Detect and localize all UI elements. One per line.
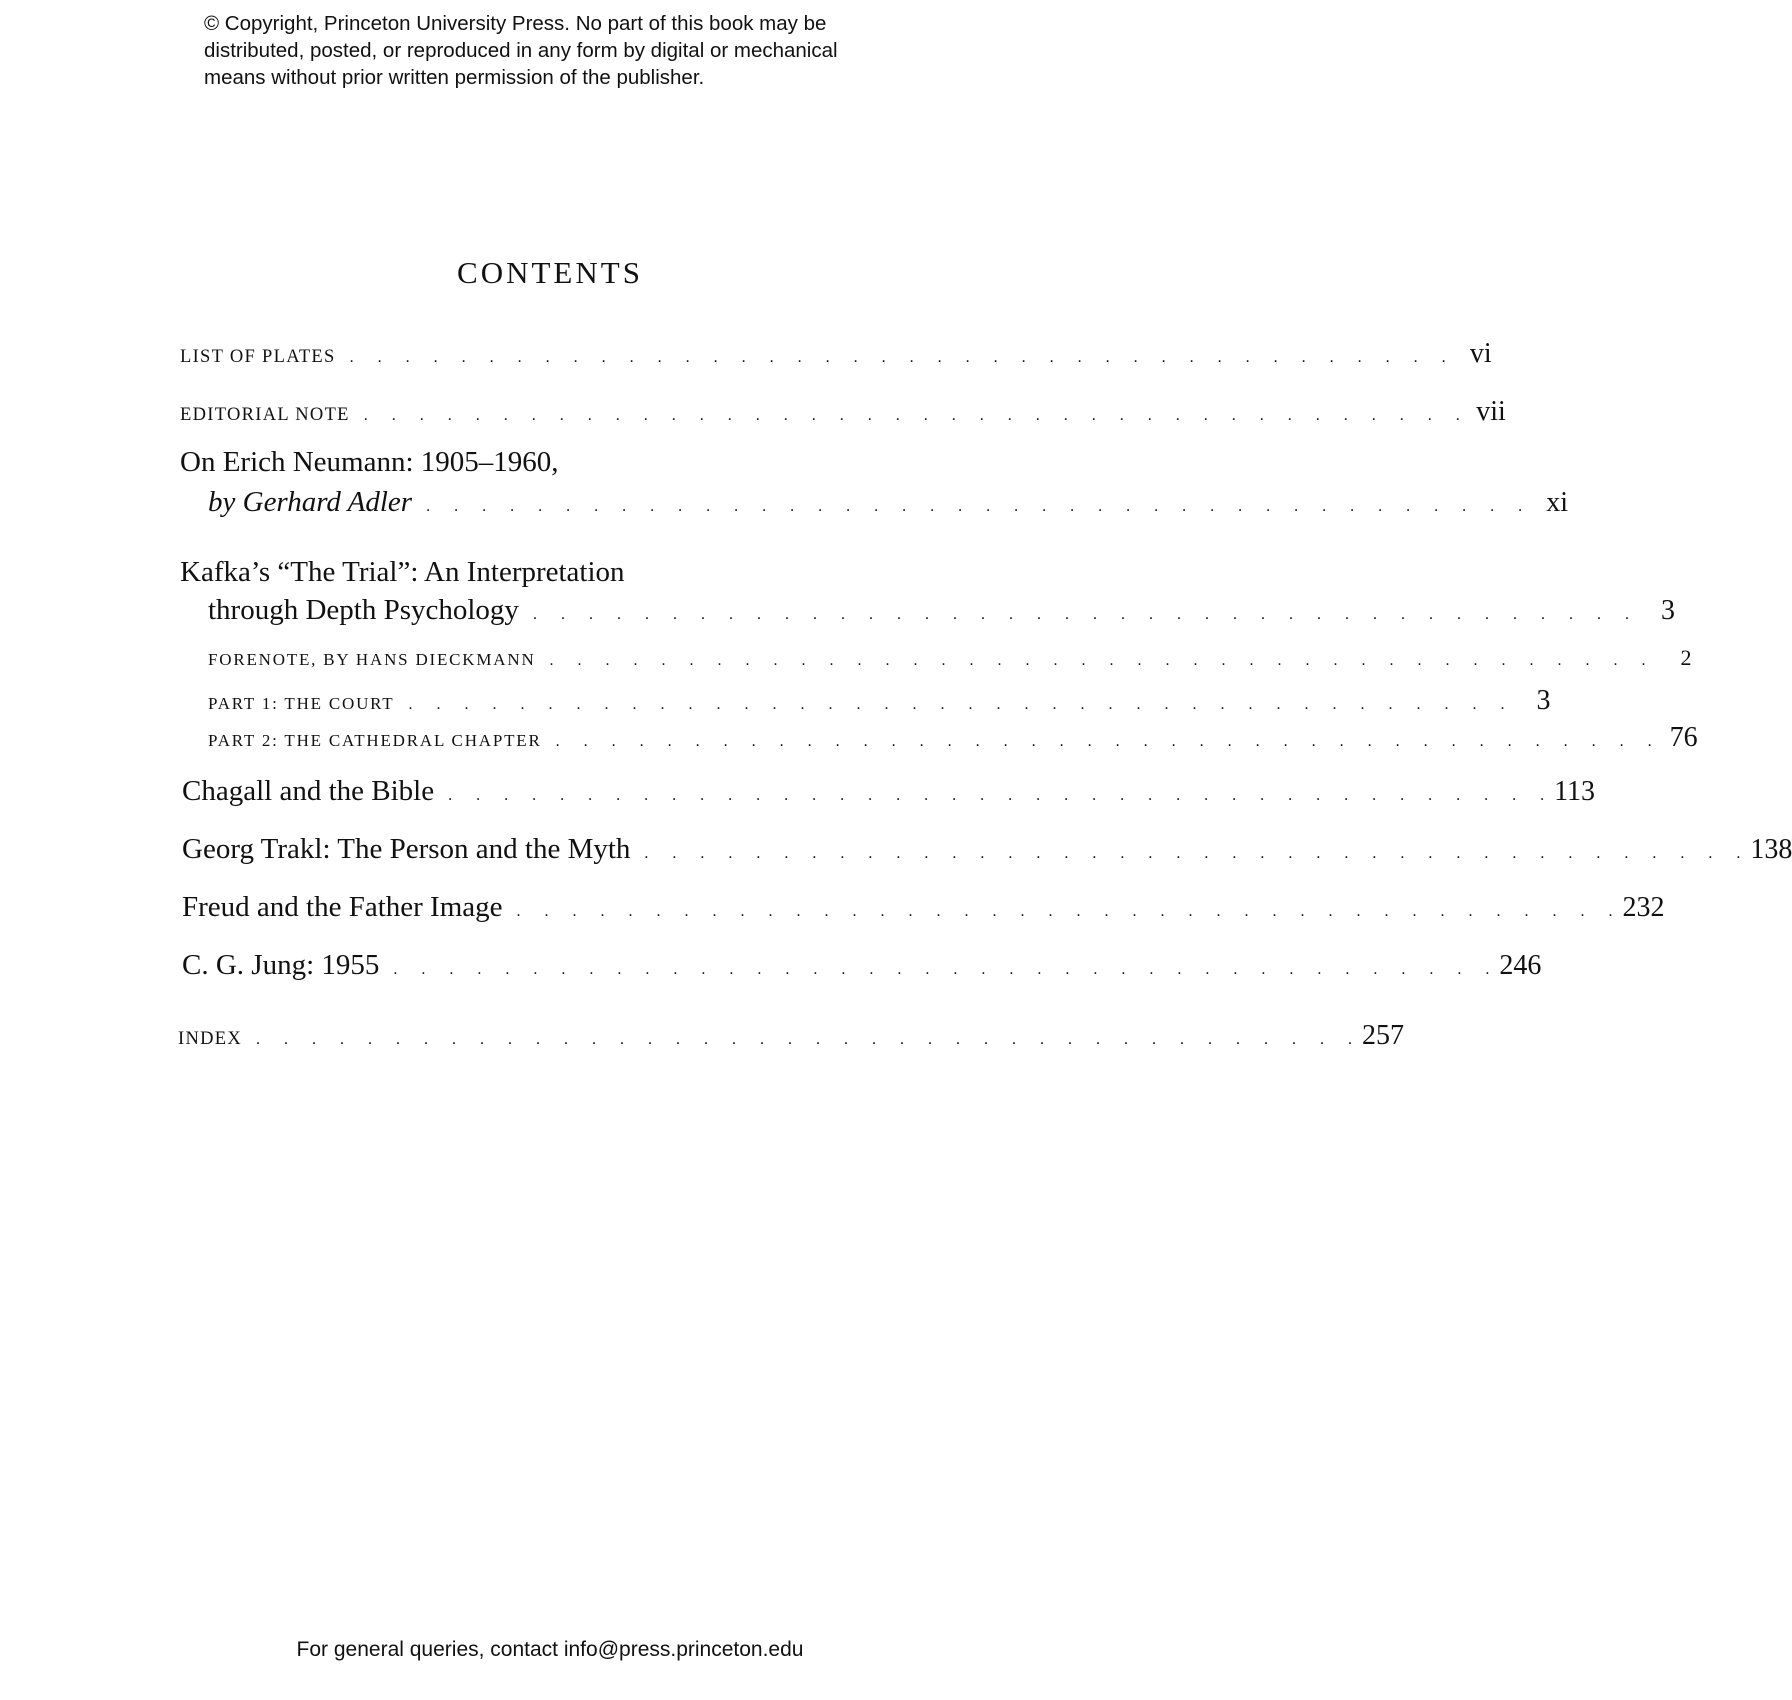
contents-title: CONTENTS [457, 255, 643, 290]
toc-entry-label: C. G. Jung: 1955 [182, 949, 380, 981]
toc-entry-jung[interactable] [182, 949, 1542, 982]
leader-dots: . . . . . . . . . . . . . . . . . . . . . . . . . . . . . . . . . . . . . . . . [532, 606, 1639, 623]
toc-entry-editorial-note[interactable] [180, 396, 1506, 428]
toc-entry-forenote[interactable] [208, 645, 1692, 671]
leader-dots: . . . . . . . . . . . . . . . . . . . . . . . . . . . . . . . . . . . . . . . . [363, 407, 1470, 424]
leader-dots: . . . . . . . . . . . . . . . . . . . . . . . . . . . . . . . . . . . . . . . . [516, 903, 1623, 920]
toc-entry-part-1[interactable] [208, 685, 1551, 717]
toc-entry-list-of-plates[interactable] [180, 338, 1492, 370]
toc-entry-page: 246 [1499, 950, 1542, 981]
copyright-line-3: means without prior written permission of the publisher. [204, 66, 705, 89]
toc-entry-page: 257 [1362, 1020, 1405, 1051]
toc-entry-part-2[interactable] [208, 722, 1698, 754]
toc-entry-chagall[interactable] [182, 775, 1596, 808]
toc-entry-page: vii [1476, 396, 1506, 427]
toc-entry-label: through Depth Psychology [208, 594, 519, 626]
toc-entry-label: PART 2: THE CATHEDRAL CHAPTER [208, 731, 542, 750]
toc-entry-label: PART 1: THE COURT [208, 694, 395, 713]
toc-entry-label: EDITORIAL NOTE [180, 405, 350, 425]
toc-entry-page: 113 [1554, 776, 1596, 807]
leader-dots: . . . . . . . . . . . . . . . . . . . . . . . . . . . . . . . . . . . . . . . . [644, 845, 1751, 862]
toc-entry-page: 76 [1669, 722, 1698, 753]
toc-entry-index[interactable] [178, 1020, 1405, 1052]
toc-entry-page: 3 [1536, 685, 1551, 716]
leader-dots: . . . . . . . . . . . . . . . . . . . . . . . . . . . . . . . . . . . . . . . . [393, 961, 1500, 978]
toc-entry-page: vi [1469, 338, 1492, 369]
leader-dots: . . . . . . . . . . . . . . . . . . . . . . . . . . . . . . . . . . . . . . . . [408, 696, 1515, 713]
copyright-line-2: distributed, posted, or reproduced in any form by digital or mechanical [204, 39, 838, 62]
leader-dots: . . . . . . . . . . . . . . . . . . . . . . . . . . . . . . . . . . . . . . . . [349, 349, 1456, 366]
toc-entry-label: Georg Trakl: The Person and the Myth [182, 833, 631, 865]
toc-entry-page: 2 [1680, 645, 1692, 670]
leader-dots: . . . . . . . . . . . . . . . . . . . . . . . . . . . . . . . . . . . . . . . . [549, 652, 1656, 669]
toc-entry-page: xi [1546, 487, 1569, 518]
toc-entry-label: by Gerhard Adler [208, 486, 413, 518]
copyright-line-1: © Copyright, Princeton University Press. No part of this book may be [204, 12, 827, 35]
leader-dots: . . . . . . . . . . . . . . . . . . . . . . . . . . . . . . . . . . . . . . . . [555, 733, 1662, 750]
toc-entry-label: Freud and the Father Image [182, 891, 503, 923]
toc-entry-kafka-line-1[interactable]: Kafka’s “The Trial”: An Interpretation [180, 556, 625, 588]
footer-contact: For general queries, contact info@press.princeton.edu [296, 1638, 804, 1661]
toc-entry-kafka[interactable] [208, 594, 1675, 627]
copyright-notice [204, 10, 924, 91]
leader-dots: . . . . . . . . . . . . . . . . . . . . . . . . . . . . . . . . . . . . . . . . [448, 787, 1555, 804]
toc-entry-label: INDEX [178, 1029, 243, 1049]
toc-entry-neumann[interactable] [208, 486, 1569, 519]
toc-entry-label: Chagall and the Bible [182, 775, 435, 807]
toc-entry-page: 138 [1750, 834, 1792, 865]
leader-dots: . . . . . . . . . . . . . . . . . . . . . . . . . . . . . . . . . . . . . . . . [426, 498, 1533, 515]
toc-entry-freud[interactable] [182, 891, 1665, 924]
toc-entry-trakl[interactable] [182, 833, 1792, 866]
toc-entry-label: LIST OF PLATES [180, 347, 336, 367]
toc-entry-page: 3 [1660, 595, 1675, 626]
toc-entry-page: 232 [1622, 892, 1665, 923]
leader-dots: . . . . . . . . . . . . . . . . . . . . . . . . . . . . . . . . . . . . . . . . [256, 1031, 1363, 1048]
toc-entry-label: FORENOTE, BY HANS DIECKMANN [208, 650, 536, 669]
toc-entry-neumann-line-1[interactable]: On Erich Neumann: 1905–1960, [180, 446, 559, 478]
